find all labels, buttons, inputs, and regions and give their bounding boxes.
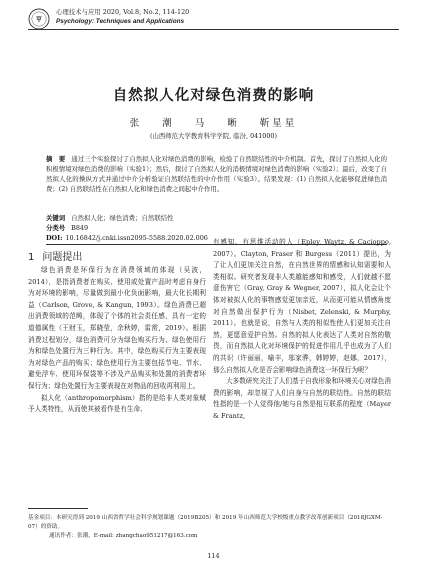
section-heading — [28, 251, 206, 265]
keywords-value: 自然拟人化；绿色消费；自然联结性 — [71, 214, 174, 222]
abstract-label: 摘 要 — [46, 155, 66, 163]
article-authors: 张 潮 马 晰 靳星星 — [129, 118, 298, 129]
journal-header — [56, 8, 189, 26]
journal-english-name: Psychology: Techniques and Applications — [56, 18, 185, 25]
footnote-rule — [28, 508, 88, 509]
left-paragraph-1: 绿色消费是环保行为在消费领域的体现（吴波，2014），是指消费者在购买、使用或处置产品时考虑自身行为对环境的影响，尽量做到最小化负面影响，最大化长期利益（Carlson, Grove, & Kangun, 1993）。绿色消费已超出消费领域的范畴，体现了个体的社会责任感，具有一定的道德属性（王财玉，郑晓莹，余秋婷，雷雳，2019）。根据消费过程划分，绿色消费可分为绿色购买行为、绿色使用行为和绿色处置行为三种行为。其中，绿色购买行为主要表现为对绿色产品的购买；绿色使用行为主要包括节电、节水、避免浮车、使用环保袋等不涉及产品购买和处置的消费者环保行为；绿色处置行为主要表现在对物品的回收再利用上。 — [28, 266, 206, 390]
fund-note — [28, 514, 387, 532]
abstract — [46, 154, 387, 194]
footnote — [28, 514, 387, 541]
contact-label: 通讯作者： — [49, 533, 77, 539]
fund-label: 基金项目： — [28, 515, 56, 521]
page-number: 114 — [207, 552, 220, 560]
left-column — [28, 251, 206, 416]
section-number: 1 — [28, 252, 35, 263]
section-title: 问题提出 — [42, 252, 83, 263]
left-paragraph-2: 拟人化（anthropomorphism）指的是给非人类对象赋予人类特性，从而使其被看作是有生命、 — [28, 393, 206, 414]
author-affiliation: (山西师范大学教育科学学院, 临汾, 041000) — [150, 132, 277, 140]
article-title: 自然拟人化对绿色消费的影响 — [112, 87, 315, 104]
classification-line — [46, 223, 387, 233]
journal-line: 心理技术与应用 2020, Vol.8, No.2, 114-120 — [56, 8, 190, 16]
header-rule — [28, 29, 399, 30]
contact-note — [28, 532, 387, 541]
journal-logo-icon — [28, 8, 50, 30]
keywords-line — [46, 213, 387, 223]
svg-text:Ψ: Ψ — [35, 15, 43, 24]
classification-label: 分类号 — [46, 224, 66, 232]
doi-label: DOI: — [46, 234, 63, 242]
right-paragraph-1: 有感知、有思维活动的人（Epley, Waytz, & Cacioppo, 2007）。Clayton, Fraser 和 Burgess（2011）提出，为了让人们更加关注自然，在自然世界的情感和认知需要和人类相似。研究者发现非人类越能感知和感受，人们就越不愿意伤害它（Gray, Gray & Wegner, 2007），拟人化会让个体对被拟人化的事物感觉更加亲近，从而更可能从情感角度对自然做出保护行为（Nisbet, Zelenski, & Murphy, 2011）。也就是说，自然与人类的相似性使人们更加关注自然，更愿意爱护自然。自然的拟人化表达了人类对自然的敬畏，而自然拟人化对环境保护的促进作用几乎也成为了人们的共识（许丽丽，喻丰，邬家骅，韩婷婷，赵娜，2017），那么自然拟人化是否会影响绿色消费这一环保行为呢？ — [213, 238, 391, 374]
doi-value: 10.16842/j.cnki.issn2095-5588.2020.02.006 — [65, 234, 208, 242]
right-column — [213, 237, 391, 423]
classification-value: B849 — [71, 224, 89, 232]
abstract-text: 通过三个实验探讨了自然拟人化对绿色消费的影响，检验了自然联结性的中介机制。首先，探讨了自然拟人化的积极情境对绿色消费的影响（实验1）；然后，探讨了自然拟人化的消极情境对绿色消费的影响（实验2）；最后，改变了自然拟人化的操纵方式并通过中介分析验证自然联结性的中介作用（实验3）。结果发现：(1) 自然拟人化能够促进绿色消费；(2) 自然联结性在自然拟人化和绿色消费之间起中介作用。 — [46, 155, 388, 193]
fund-text: 本研究得到 2019 山西省哲学社会科学规划课题（2019B205）和 2019 年山西师范大学校级重点教学改革创新项目（2018JGXM-07）的资助。 — [28, 515, 383, 530]
keywords-label: 关键词 — [46, 214, 66, 222]
right-paragraph-2: 大多数研究关注了人们基于自我形象和环境关心对绿色消费的影响，却忽视了人们自身与自然的联结性。自然的联结性指的是一个人觉得他/她与自然是相互联系的程度（Mayer & Frantz, — [213, 377, 391, 420]
contact-text: 张潮，E-mail: zhangchao951217@163.com — [76, 533, 198, 539]
